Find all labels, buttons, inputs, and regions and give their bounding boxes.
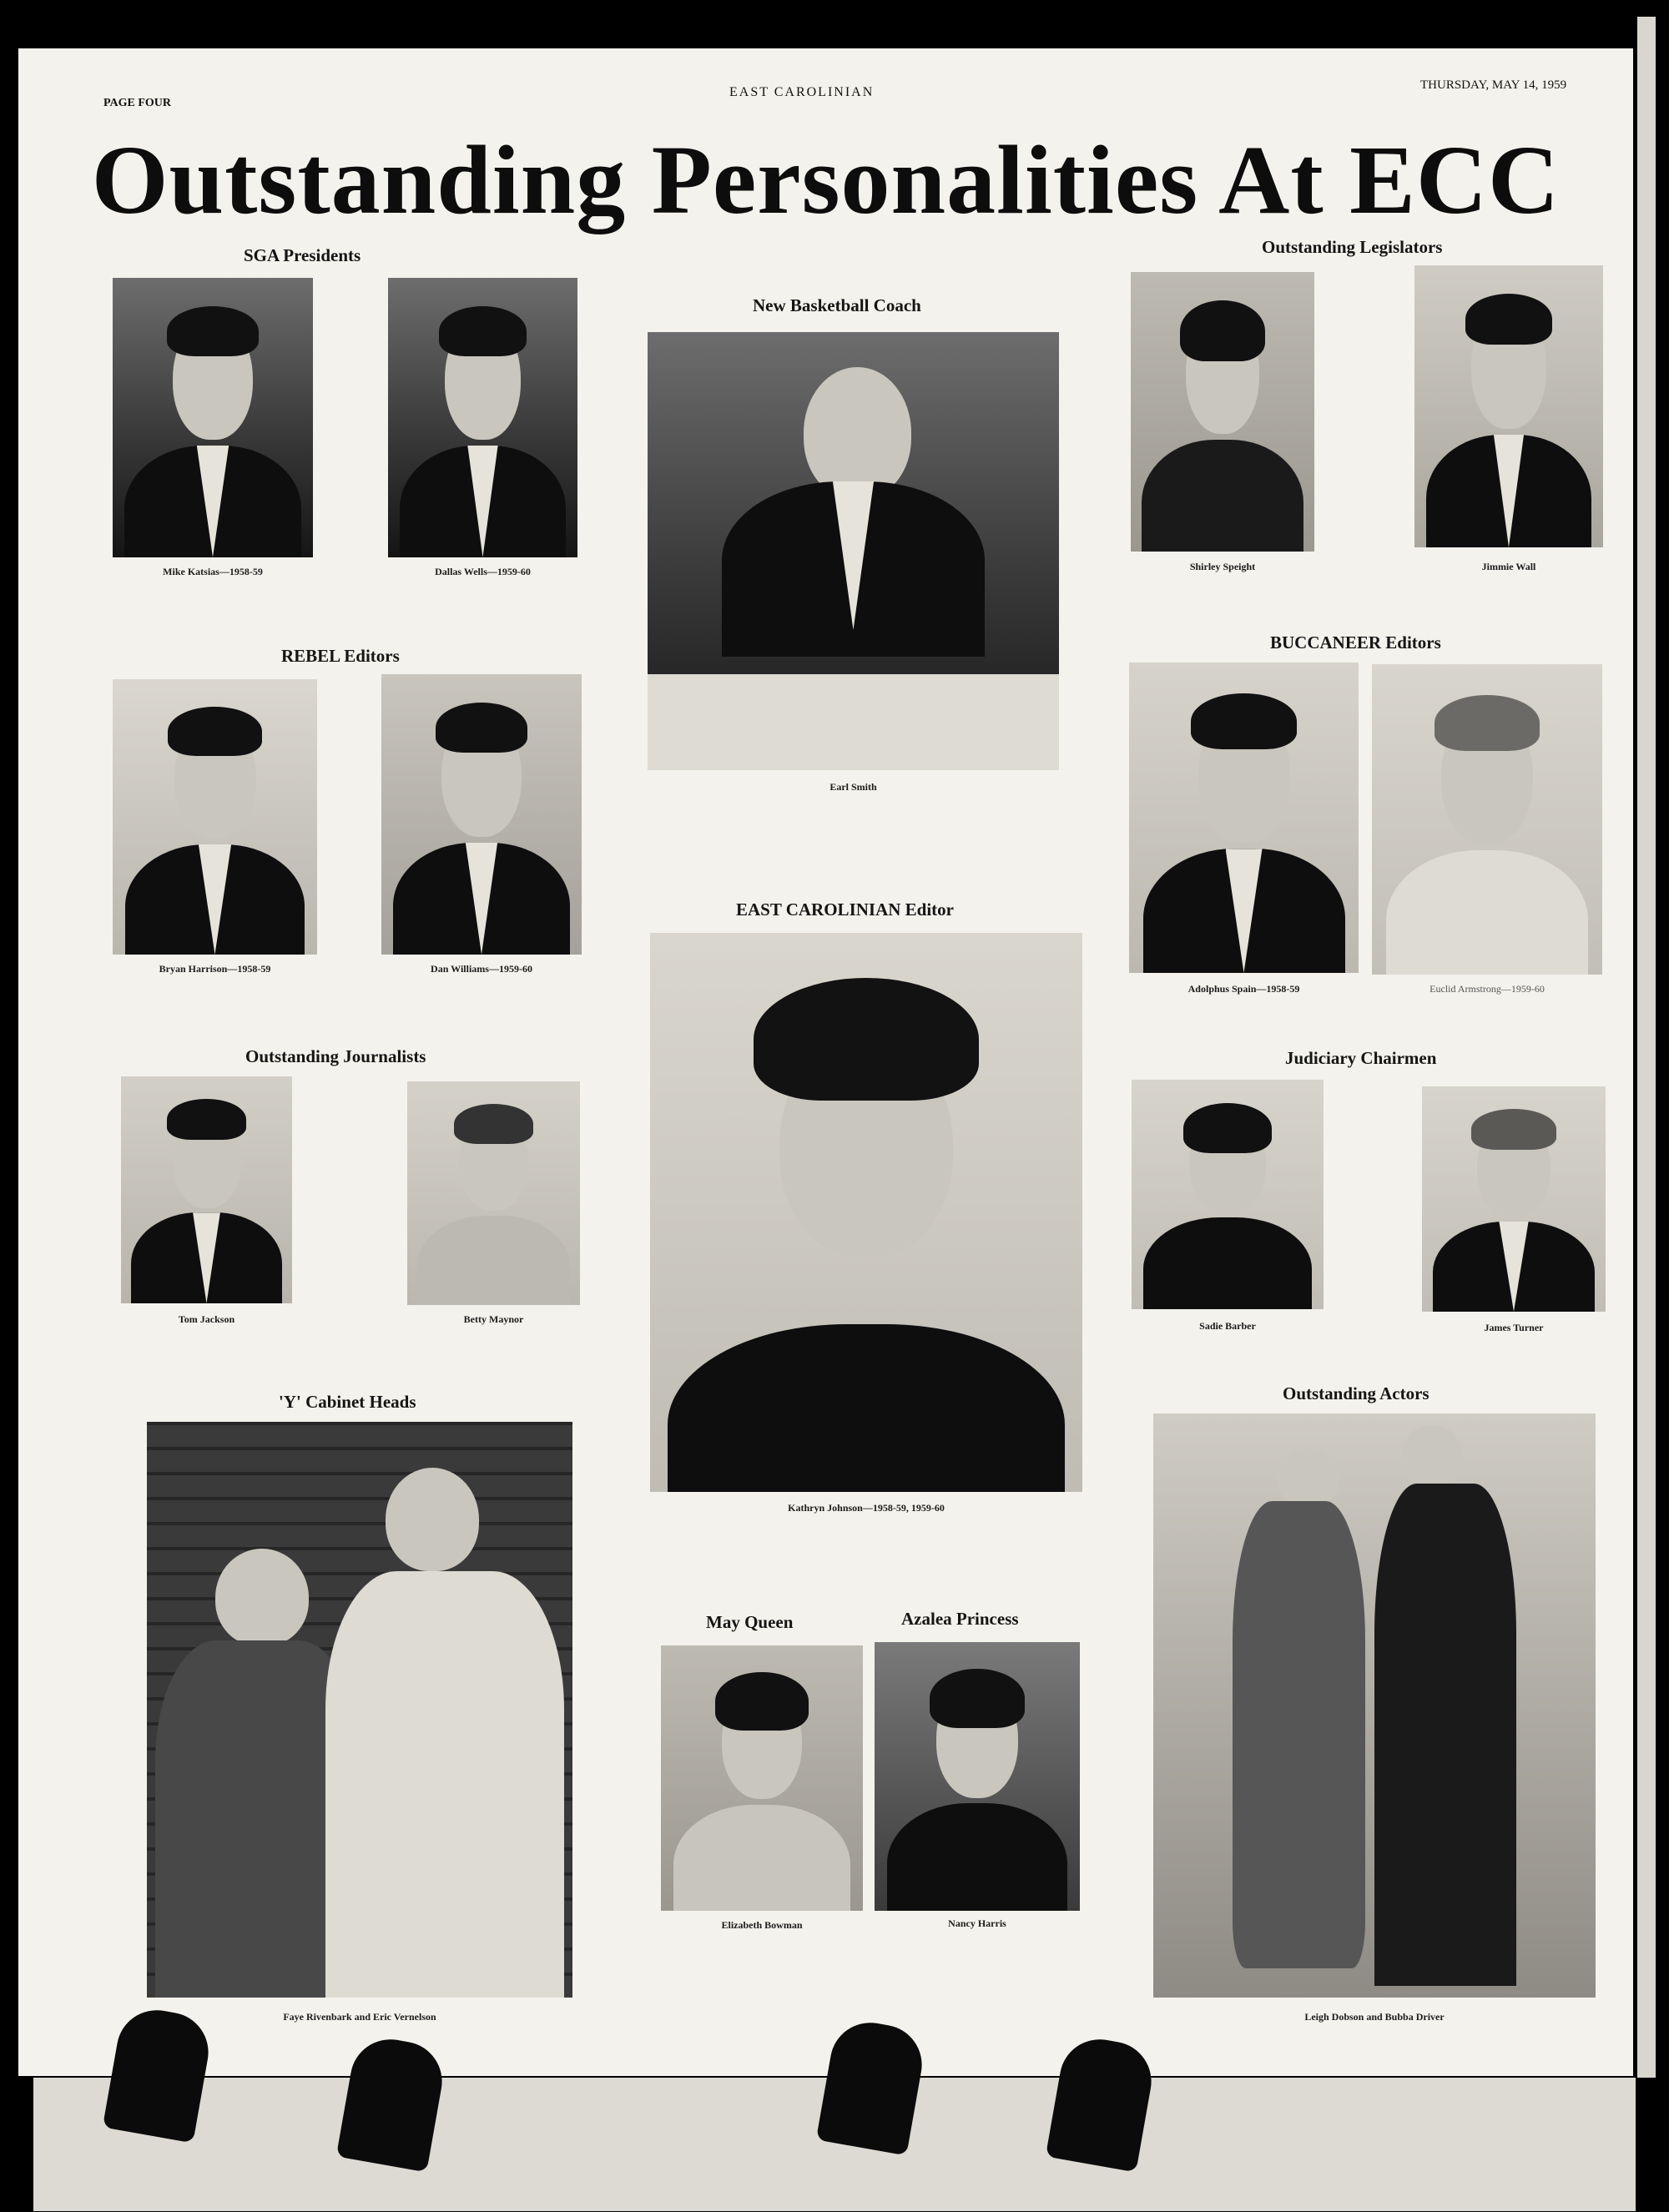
issue-date: THURSDAY, MAY 14, 1959 [1420, 78, 1567, 92]
photo-earl-smith [648, 332, 1059, 770]
photo-mike-katsias [113, 278, 313, 557]
caption-mike-katsias: Mike Katsias—1958-59 [163, 566, 263, 577]
caption-jimmie-wall: Jimmie Wall [1481, 561, 1536, 572]
caption-adolphus-spain: Adolphus Spain—1958-59 [1187, 983, 1300, 995]
caption-nancy-harris: Nancy Harris [948, 1917, 1006, 1929]
photo-james-turner [1422, 1086, 1606, 1312]
page-headline: Outstanding Personalities At ECC [91, 125, 1561, 234]
section-azalea-princess: Azalea Princess [901, 1609, 1019, 1629]
photo-shirley-speight [1131, 272, 1314, 552]
photo-dan-williams [381, 674, 582, 955]
section-buccaneer-editors: BUCCANEER Editors [1270, 632, 1441, 653]
section-legislators: Outstanding Legislators [1262, 237, 1443, 257]
photo-outstanding-actors [1153, 1413, 1596, 1998]
photo-kathryn-johnson [650, 933, 1082, 1492]
caption-euclid-armstrong: Euclid Armstrong—1959-60 [1429, 983, 1545, 995]
caption-earl-smith: Earl Smith [829, 781, 877, 793]
section-actors: Outstanding Actors [1283, 1383, 1429, 1403]
caption-betty-maynor: Betty Maynor [463, 1313, 524, 1325]
caption-tom-jackson: Tom Jackson [178, 1313, 235, 1325]
photo-euclid-armstrong [1372, 664, 1602, 975]
caption-dallas-wells: Dallas Wells—1959-60 [435, 566, 531, 577]
section-rebel-editors: REBEL Editors [281, 646, 400, 666]
section-sga-presidents: SGA Presidents [244, 245, 361, 265]
photo-adolphus-spain [1129, 663, 1359, 973]
photo-tom-jackson [121, 1076, 292, 1303]
photo-betty-maynor [407, 1081, 580, 1305]
section-judiciary: Judiciary Chairmen [1285, 1048, 1437, 1068]
caption-y-cabinet-heads: Faye Rivenbark and Eric Vernelson [283, 2011, 436, 2023]
photo-elizabeth-bowman [661, 1645, 863, 1911]
paper-name: EAST CAROLINIAN [729, 85, 875, 99]
section-may-queen: May Queen [706, 1612, 794, 1632]
photo-jimmie-wall [1414, 265, 1603, 547]
photo-dallas-wells [388, 278, 577, 557]
caption-outstanding-actors: Leigh Dobson and Bubba Driver [1304, 2011, 1445, 2023]
newspaper-page [18, 48, 1633, 2076]
caption-elizabeth-bowman: Elizabeth Bowman [721, 1919, 803, 1931]
caption-shirley-speight: Shirley Speight [1189, 561, 1256, 572]
photo-y-cabinet-heads [147, 1422, 572, 1998]
section-basketball-coach: New Basketball Coach [753, 295, 921, 315]
caption-dan-williams: Dan Williams—1959-60 [431, 963, 532, 975]
photo-nancy-harris [875, 1642, 1080, 1911]
caption-sadie-barber: Sadie Barber [1199, 1320, 1256, 1332]
page-label: PAGE FOUR [103, 97, 172, 109]
photo-sadie-barber [1132, 1080, 1324, 1309]
page-edge-strip [1637, 17, 1656, 2078]
photo-bryan-harrison [113, 679, 317, 955]
caption-james-turner: James Turner [1484, 1322, 1544, 1333]
caption-bryan-harrison: Bryan Harrison—1958-59 [159, 963, 271, 975]
section-y-cabinet: 'Y' Cabinet Heads [279, 1392, 416, 1412]
caption-kathryn-johnson: Kathryn Johnson—1958-59, 1959-60 [788, 1502, 945, 1514]
section-journalists: Outstanding Journalists [245, 1046, 426, 1066]
section-ec-editor: EAST CAROLINIAN Editor [736, 899, 954, 920]
